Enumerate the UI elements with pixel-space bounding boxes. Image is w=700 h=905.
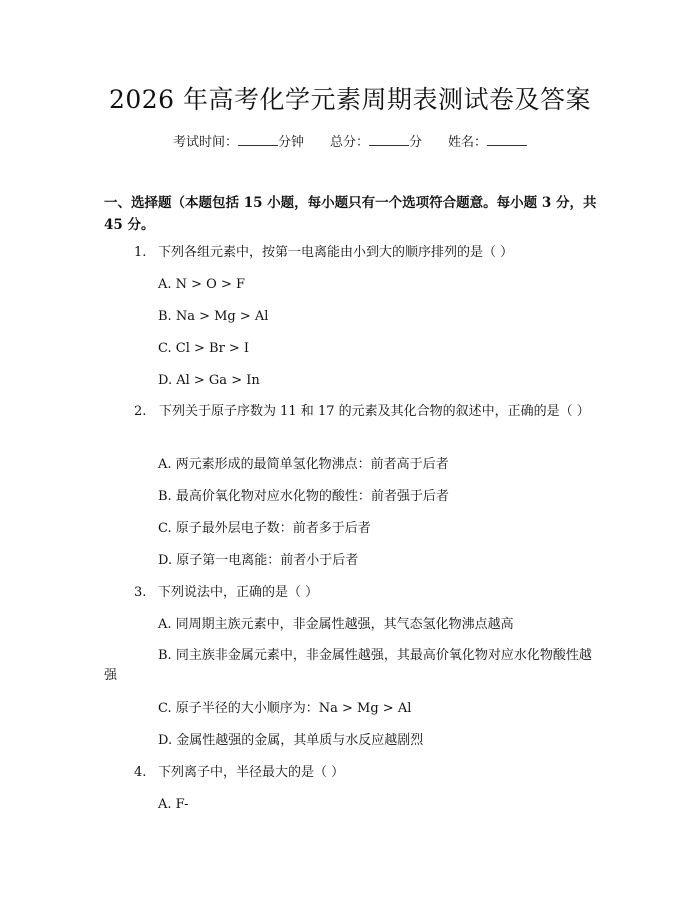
option-label: A. 两元素形成的最简单氢化物沸点：前者高于后者	[158, 457, 449, 472]
option-label: B. 同主族非金属元素中，非金属性越强，其最高价氧化物对应水化物酸性越强	[104, 648, 592, 683]
option-label: C. 原子半径的大小顺序为：Na > Mg > Al	[158, 701, 412, 716]
question-2	[104, 402, 600, 422]
page-title: 2026 年高考化学元素周期表测试卷及答案	[108, 85, 592, 114]
option-label: D. 金属性越强的金属，其单质与水反应越剧烈	[158, 733, 424, 748]
exam-time	[173, 132, 304, 152]
option-label: C. Cl > Br > I	[158, 341, 250, 356]
option-label: A. 同周期主族元素中，非金属性越强，其气态氢化物沸点越高	[158, 617, 514, 632]
student-name-blank[interactable]	[487, 132, 527, 146]
question-text: 下列关于原子序数为 11 和 17 的元素及其化合物的叙述中，正确的是（ ）	[159, 404, 590, 419]
question-text: 下列离子中，半径最大的是（ ）	[158, 765, 345, 780]
question-number: 4.	[134, 765, 147, 780]
total-score	[330, 132, 422, 152]
question-text: 下列各组元素中，按第一电离能由小到大的顺序排列的是（ ）	[158, 245, 514, 260]
exam-time-unit: 分钟	[277, 135, 304, 150]
total-score-label: 总分：	[329, 135, 369, 150]
option-label: A. N > O > F	[158, 277, 246, 292]
exam-time-blank[interactable]	[238, 132, 278, 146]
total-score-blank[interactable]	[369, 132, 409, 146]
option-label: A. F-	[158, 797, 189, 812]
exam-meta	[0, 132, 700, 152]
student-name	[448, 132, 527, 152]
total-score-unit: 分	[409, 135, 423, 150]
option-label: C. 原子最外层电子数：前者多于后者	[158, 521, 371, 536]
question-text: 下列说法中，正确的是（ ）	[158, 585, 319, 600]
option-label: B. 最高价氧化物对应水化物的酸性：前者强于后者	[158, 489, 449, 504]
option-label: D. Al > Ga > In	[158, 373, 260, 388]
exam-time-label: 考试时间：	[172, 135, 238, 150]
option-label: D. 原子第一电离能：前者小于后者	[158, 553, 359, 568]
question-number: 2.	[134, 404, 147, 419]
question-3-option-b[interactable]	[104, 646, 600, 686]
section-header: 一、选择题（本题包括 15 小题，每小题只有一个选项符合题意。每小题 3 分，共 45 分。	[104, 195, 597, 233]
question-number: 3.	[134, 585, 147, 600]
option-label: B. Na > Mg > Al	[158, 309, 269, 324]
question-number: 1.	[134, 245, 147, 260]
student-name-label: 姓名：	[448, 135, 488, 150]
